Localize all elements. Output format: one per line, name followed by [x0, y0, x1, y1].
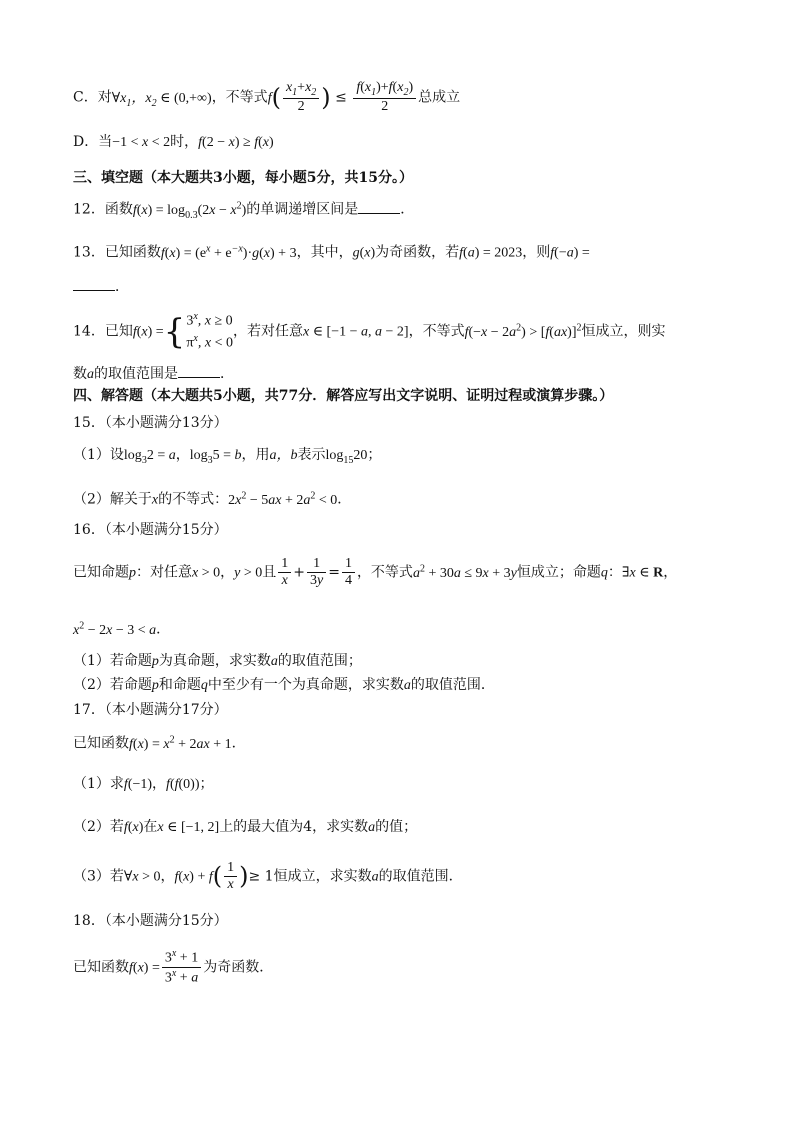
section-4-title: 四、解答题（本大题共5小题，共77分．解答应写出文字说明、证明过程或演算步骤。） [73, 388, 614, 404]
question-15-head: 15．（本小题满分13分） [73, 415, 228, 431]
question-17-stem: 已知函数$f(x) = x^2 + 2ax + 1$． [73, 734, 246, 752]
q16-mid4: 恒成立；命题 [516, 564, 601, 581]
q17-2-prefix: （2）若 [73, 819, 124, 835]
fraction: $\frac{3^x + 1}{3^x + a}$ [162, 948, 201, 987]
q15-1-mid: ，用 [241, 447, 270, 463]
option-c-text: ，不等式 [211, 89, 268, 106]
q17-3-prefix: （3）若 [73, 868, 124, 885]
fraction: $\frac{1}{3y}$ [307, 556, 326, 589]
answer-blank[interactable] [178, 365, 220, 378]
q14-mid2: ，不等式 [408, 323, 465, 340]
q16-mid3: ，不等式 [356, 564, 413, 581]
fraction: $\frac{f(x_1)+f(x_2)}{2}$ [353, 80, 416, 115]
question-14: 14．已知f(x) ={ 3$^x$, x ≥ 0 $\pi^x$, x < 0 ，若对任意x ∈ [−1 − a, a − 2]，不等式$f(-x - 2a^2) > [f(ax)]^2$恒成立，则实 [73, 311, 666, 352]
question-18-head: 18．（本小题满分15分） [73, 913, 228, 929]
q16-2-end: 的取值范围． [410, 677, 495, 693]
q12-prefix: 12．函数 [73, 201, 133, 218]
section-3-title: 三、填空题（本大题共3小题，每小题5分，共15分。） [73, 170, 413, 186]
fraction: $\frac{1}{x}$ [224, 860, 237, 893]
q13-mid3: ，则 [522, 244, 551, 261]
question-16-stem: 已知命题p：对任意x > 0，y > 0且 $\frac{1}{x}$ + $\frac{1}{3y}$ = $\frac{1}{4}$ ，不等式$a^2 + 30a \le 9x + 3y$恒成立；命题q：∃x ∈ R， [73, 556, 678, 589]
q17-3-end: 的取值范围． [378, 868, 463, 885]
question-16-2: （2）若命题p和命题q中至少有一个为真命题，求实数a的取值范围． [73, 677, 495, 693]
question-17-head: 17．（本小题满分17分） [73, 702, 228, 718]
option-c-label: C．对 [73, 89, 112, 106]
q18-tail: 为奇函数． [203, 959, 274, 976]
piecewise-cases: 3$^x$, x ≥ 0 $\pi^x$, x < 0 [186, 311, 233, 351]
q16-1-prefix: （1）若命题 [73, 653, 152, 669]
question-15-1: （1）设$\log_32 = a$，$\log_35 = b$，用a，b表示$\log_{15}20$； [73, 447, 382, 466]
q16-2-prefix: （2）若命题 [73, 677, 152, 693]
option-c-tail: 总成立 [418, 89, 461, 106]
question-12: 12．函数$f(x) = \log_{0.3}(2x - x^2)$的单调递增区间是 ． [73, 200, 415, 221]
fraction: $\frac{1}{4}$ [342, 556, 355, 589]
q17-3-tail: 恒成立，求实数 [273, 868, 372, 885]
q17-1-prefix: （1）求 [73, 776, 124, 792]
option-c: C．对$\forall x_1$，$x_2$ ∈ (0,+∞)，不等式f( $\frac{x_1+x_2}{2}$ ) ≤ $\frac{f(x_1)+f(x_2)}{2}$ 总成立 [73, 80, 461, 115]
q17-2-mid: 在 [143, 819, 158, 835]
question-13: 13．已知函数$f(x) = (e^x + e^{-x})\cdot g(x) + 3$，其中，g(x)为奇函数，若f(a) = 2023，则f(−a) = [73, 243, 590, 261]
q14-mid3: 恒成立，则实 [581, 323, 666, 340]
left-brace: { [163, 311, 186, 352]
q15-1-prefix: （1）设 [73, 447, 124, 463]
q17-2-tail: 上的最大值为4，求实数 [219, 819, 369, 835]
q17-stem: 已知函数 [73, 735, 129, 752]
option-d-text: 时， [170, 134, 199, 150]
question-16-stem-line2: $x^2 - 2x - 3 < a$． [73, 620, 171, 638]
question-16-1: （1）若命题p为真命题，求实数a的取值范围； [73, 653, 362, 669]
option-d: D．当−1 < x < 2时，f(2 − x) ≥ f(x) [73, 134, 274, 150]
q16-1-end: 的取值范围； [277, 653, 362, 669]
answer-blank[interactable] [358, 201, 400, 214]
q14-prefix: 14．已知 [73, 323, 133, 340]
fraction: $\frac{x_1+x_2}{2}$ [283, 80, 319, 115]
question-13-line2: ． [73, 278, 129, 296]
question-15-2: （2）解关于x的不等式：$2x^2 - 5ax + 2a^2 < 0$． [73, 490, 352, 508]
q13-mid1: ，其中， [296, 244, 353, 261]
q16-2-mid2: 中至少有一个为真命题，求实数 [207, 677, 404, 693]
q15-2-prefix: （2）解关于 [73, 491, 152, 508]
question-17-2: （2）若f(x)在x ∈ [−1, 2]上的最大值为4，求实数a的值； [73, 819, 418, 835]
q16-mid1: ：对任意 [136, 564, 192, 581]
q13-prefix: 13．已知函数 [73, 244, 161, 261]
q16-prefix: 已知命题 [73, 564, 129, 581]
question-17-1: （1）求f(−1)，f(f(0))； [73, 776, 214, 792]
forall-symbol: ∀ [111, 90, 121, 106]
q16-2-mid: 和命题 [158, 677, 201, 693]
q14-mid1: ，若对任意 [232, 323, 303, 340]
q14-line2: 数 [73, 366, 87, 382]
q15-2-mid: 的不等式： [158, 491, 229, 508]
q16-mid2: 且 [262, 564, 277, 581]
option-d-label: D．当 [73, 134, 113, 150]
q18-stem: 已知函数 [73, 959, 129, 976]
answer-blank[interactable] [73, 278, 115, 291]
q15-1-tail: 表示 [297, 447, 326, 463]
q13-mid2: 为奇函数，若 [375, 244, 460, 261]
q14-line2-tail: 的取值范围是 [94, 366, 178, 382]
question-17-3: （3）若∀x > 0，f(x) + f( $\frac{1}{x}$ )≥ 1恒成立，求实数a的取值范围． [73, 860, 463, 893]
q12-tail: 的单调递增区间是 [246, 201, 359, 218]
question-16-head: 16．（本小题满分15分） [73, 522, 228, 538]
q16-1-tail: 为真命题，求实数 [158, 653, 271, 669]
fraction: $\frac{1}{x}$ [278, 556, 291, 589]
question-14-line2: 数a的取值范围是 ． [73, 366, 234, 382]
q17-2-end: 的值； [375, 819, 418, 835]
question-18-stem: 已知函数f(x) = $\frac{3^x + 1}{3^x + a}$ 为奇函数． [73, 948, 274, 986]
